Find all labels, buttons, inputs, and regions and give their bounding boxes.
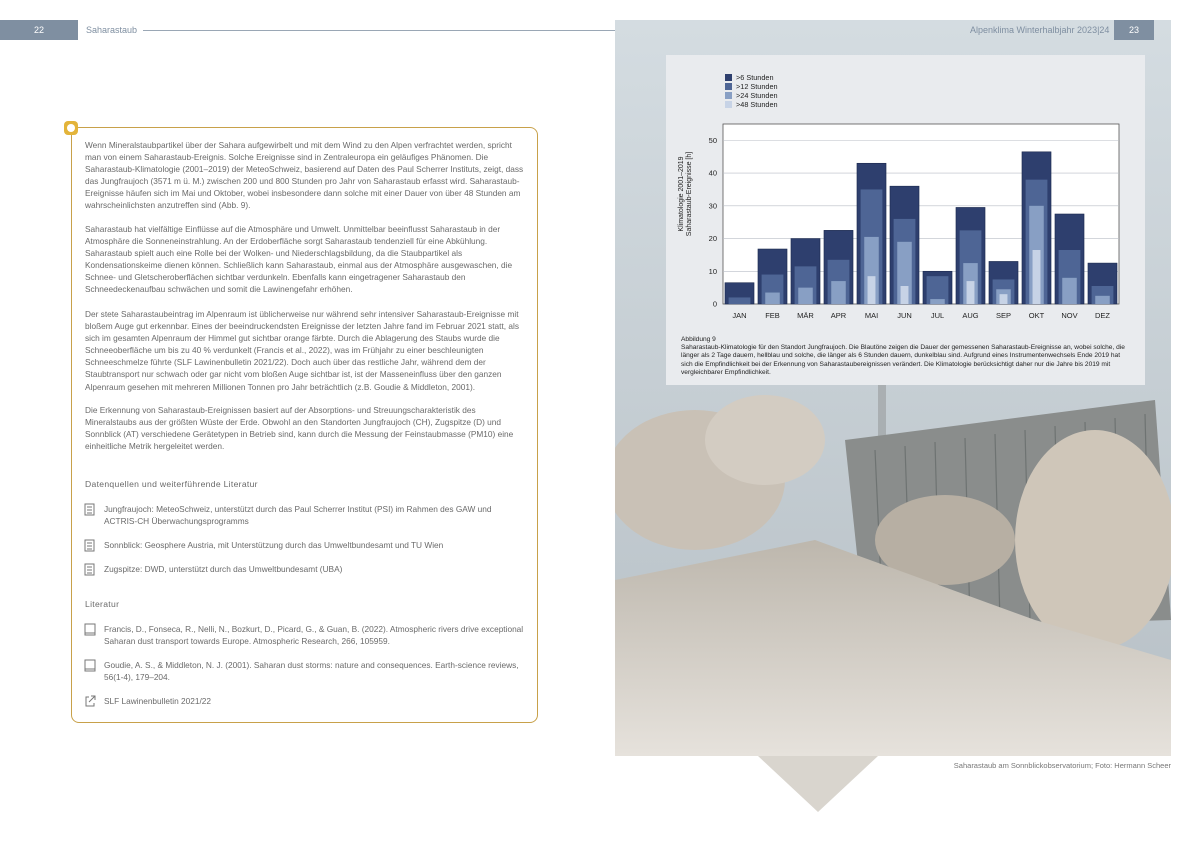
right-page-number: 23 — [1114, 20, 1154, 40]
header-rule — [143, 30, 615, 31]
legend-item — [725, 91, 778, 100]
legend-label: >24 Stunden — [736, 91, 778, 100]
y-axis-label: Klimatologie 2001–2019Saharastaub-Ereignisse [h] — [678, 151, 693, 237]
sources-heading: Datenquellen und weiterführende Literatur — [85, 479, 258, 489]
y-tick-label: 40 — [708, 168, 717, 178]
paragraph: Die Erkennung von Saharastaub-Ereignissen basiert auf der Absorptions- und Streuungscharakteristik des Mineralstaubs aus der größten Wüste der Erde. Obwohl an den Standorten Jungfraujoch (CH), Zugspitze (D) und Sonnblick (AT) verschiedene Gerätetypen in Betrieb sind, kann durch die Messung der Feinstaubmasse (PM10) eine einheitliche Metrik hergeleitet werden. — [85, 405, 514, 452]
x-tick-label: DEZ — [1095, 311, 1110, 320]
paragraph: Wenn Mineralstaubpartikel über der Sahara aufgewirbelt und mit dem Wind zu den Alpen verfrachtet werden, spricht man von einem Saharastaub-Ereignis. Solche Ereignisse sind in Zentraleuropa ein geläufiges Phänomen. Die Saharastaub-Klimatologie (2001–2019) der MeteoSchweiz, basierend auf Daten des Paul Scherrer Instituts, zeigt, dass das Jungfraujoch (3571 m ü. M.) zwischen 200 und 800 Stunden pro Jahr von Saharastaub erfasst wird. Saharastaub-Ereignisse häufen sich im Mai und Oktober, wobei insbesondere dann solche mit einer Dauer von über 48 Stunden am wahrscheinlichsten anzutreffen sind (Abb. 9). — [85, 140, 524, 211]
bar-2 — [729, 297, 751, 304]
bar-3 — [831, 281, 846, 304]
legend-item — [725, 100, 778, 109]
legend-item — [725, 73, 774, 82]
info-box-badge-icon — [64, 121, 78, 135]
paragraph: Der stete Saharastaubeintrag im Alpenraum ist üblicherweise nur während sehr intensiver Saharastaub-Ereignisse mit bloßem Auge gut erkennbar. Eines der beeindruckendsten Ereignisse der letzten Jahre fand im Februar 2021 statt, als sich im gesamten Alpenraum der Himmel gut sichtbar orange färbte. Durch die Ablagerung des Staubs wurde die Schneeoberfläche um bis zu 40 % verdunkelt (Francis et al., 2022), was im Frühjahr zu einer beschleunigten Schneeschmelze führte (SLF Lawinenbulletin 2021/22). Doch auch über das restliche Jahr, während dem der Staubtransport nur schwach oder gar nicht vom bloßen Auge sichtbar ist, ist der Masseneinfluss über den ganzen Alpenraum gesehen mit mehreren Millionen Tonnen pro Jahr beträchtlich (z.B. Goudie & Middleton, 2001). — [85, 309, 519, 392]
bar-3 — [798, 288, 813, 304]
left-page-number: 22 — [0, 20, 78, 40]
legend-swatch — [725, 83, 732, 90]
bar-chart — [666, 110, 1145, 325]
x-tick-label: MÄR — [797, 311, 814, 320]
legend-swatch — [725, 92, 732, 99]
legend-item — [725, 82, 778, 91]
book-icon — [84, 623, 96, 636]
database-icon — [84, 539, 96, 552]
x-tick-label: JAN — [732, 311, 747, 320]
y-tick-label: 20 — [708, 234, 717, 244]
source-link-zugspitze[interactable]: Zugspitze: DWD, unterstützt durch das Umweltbundesamt (UBA) — [104, 564, 343, 574]
bar-4 — [1000, 294, 1008, 304]
bar-4 — [868, 276, 876, 304]
source-link-sonnblick[interactable]: Sonnblick: Geosphere Austria, mit Unterstützung durch das Umweltbundesamt und TU Wien — [104, 540, 444, 550]
x-tick-label: JUN — [897, 311, 912, 320]
bar-4 — [901, 286, 909, 304]
book-icon — [84, 659, 96, 672]
database-icon — [84, 563, 96, 576]
external-link-icon — [84, 695, 96, 708]
legend-label: >48 Stunden — [736, 100, 778, 109]
legend-label: >6 Stunden — [736, 73, 774, 82]
right-running-title: Alpenklima Winterhalbjahr 2023|24 — [970, 25, 1110, 35]
photo-credit: Saharastaub am Sonnblickobservatorium; Foto: Hermann Scheer — [953, 761, 1171, 770]
bar-3 — [1062, 278, 1077, 304]
x-tick-label: FEB — [765, 311, 780, 320]
x-tick-label: NOV — [1061, 311, 1078, 320]
y-tick-label: 50 — [708, 135, 717, 145]
x-tick-label: OKT — [1028, 311, 1045, 320]
source-link-jungfraujoch[interactable]: Jungfraujoch: MeteoSchweiz, unterstützt durch das Paul Scherrer Institut (PSI) im Rahmen des GAW und ACTRIS-CH Überwachungsprogramms — [104, 504, 492, 526]
y-tick-label: 30 — [708, 201, 717, 211]
literature-heading: Literatur — [85, 599, 120, 609]
literature-link-slf[interactable]: SLF Lawinenbulletin 2021/22 — [104, 696, 212, 706]
legend-swatch — [725, 74, 732, 81]
literature-link-goudie[interactable]: Goudie, A. S., & Middleton, N. J. (2001). Saharan dust storms: nature and consequences. Earth-science reviews, 56(1-4), 179–204. — [104, 660, 519, 682]
x-tick-label: APR — [830, 311, 847, 320]
legend-swatch — [725, 101, 732, 108]
figure-caption: Saharastaub-Klimatologie für den Standort Jungfraujoch. Die Blautöne zeigen die Dauer der gemessenen Saharastaub-Ereignisse an, wobei solche, die länger als 2 Tage dauern, hellblau und solche, die länger als 6 Stunden dauern, dunkelblau sind. Aufgrund eines Instrumentenwechsels Ende 2019 hat sich die Empfindlichkeit bei der Erkennung von Saharastaubereignissen verändert. Die Klimatologie berücksichtigt daher nur die Jahre bis 2019 mit vergleichbarer Empfindlichkeit. — [681, 344, 1125, 376]
x-tick-label: JUL — [930, 311, 945, 320]
bar-3 — [930, 299, 945, 304]
bar-3 — [765, 293, 780, 304]
x-tick-label: SEP — [995, 311, 1012, 320]
y-tick-label: 0 — [712, 299, 717, 309]
y-tick-label: 10 — [708, 266, 717, 276]
x-tick-label: MAI — [864, 311, 879, 320]
database-icon — [84, 503, 96, 516]
bar-4 — [967, 281, 975, 304]
figure-label: Abbildung 9 — [681, 336, 716, 343]
x-tick-label: AUG — [962, 311, 979, 320]
legend-label: >12 Stunden — [736, 82, 778, 91]
photo-pointer-tab — [758, 756, 878, 812]
paragraph: Saharastaub hat vielfältige Einflüsse auf die Atmosphäre und Umwelt. Unmittelbar beeinflusst Saharastaub in der Atmosphäre die Sonneneinstrahlung. An der Erdoberfläche sorgt Saharastaub tendenziell für eine Abkühlung. Saharastaub spielt auch eine Rolle bei der Wolken- und Niederschlagsbildung, da die Staubpartikel als Kondensationskeime dienen können. Schließlich kann Saharastaub, einmal aus der Atmosphäre ausgewaschen, die Schnee- und Gletscheroberflächen sichtbar verdunkeln. Ebenfalls kann eingetragener Saharastaub den Schneedeckenaufbau schwächen und somit die Lawinengefahr erhöhen. — [85, 224, 513, 295]
left-running-title: Saharastaub — [86, 25, 138, 35]
bar-4 — [1033, 250, 1041, 304]
literature-link-francis[interactable]: Francis, D., Fonseca, R., Nelli, N., Bozkurt, D., Picard, G., & Guan, B. (2022). Atmospheric rivers drive exceptional Saharan dust transport towards Europe. Atmospheric Research, 266, 105959. — [104, 624, 524, 646]
bar-3 — [1095, 296, 1110, 304]
